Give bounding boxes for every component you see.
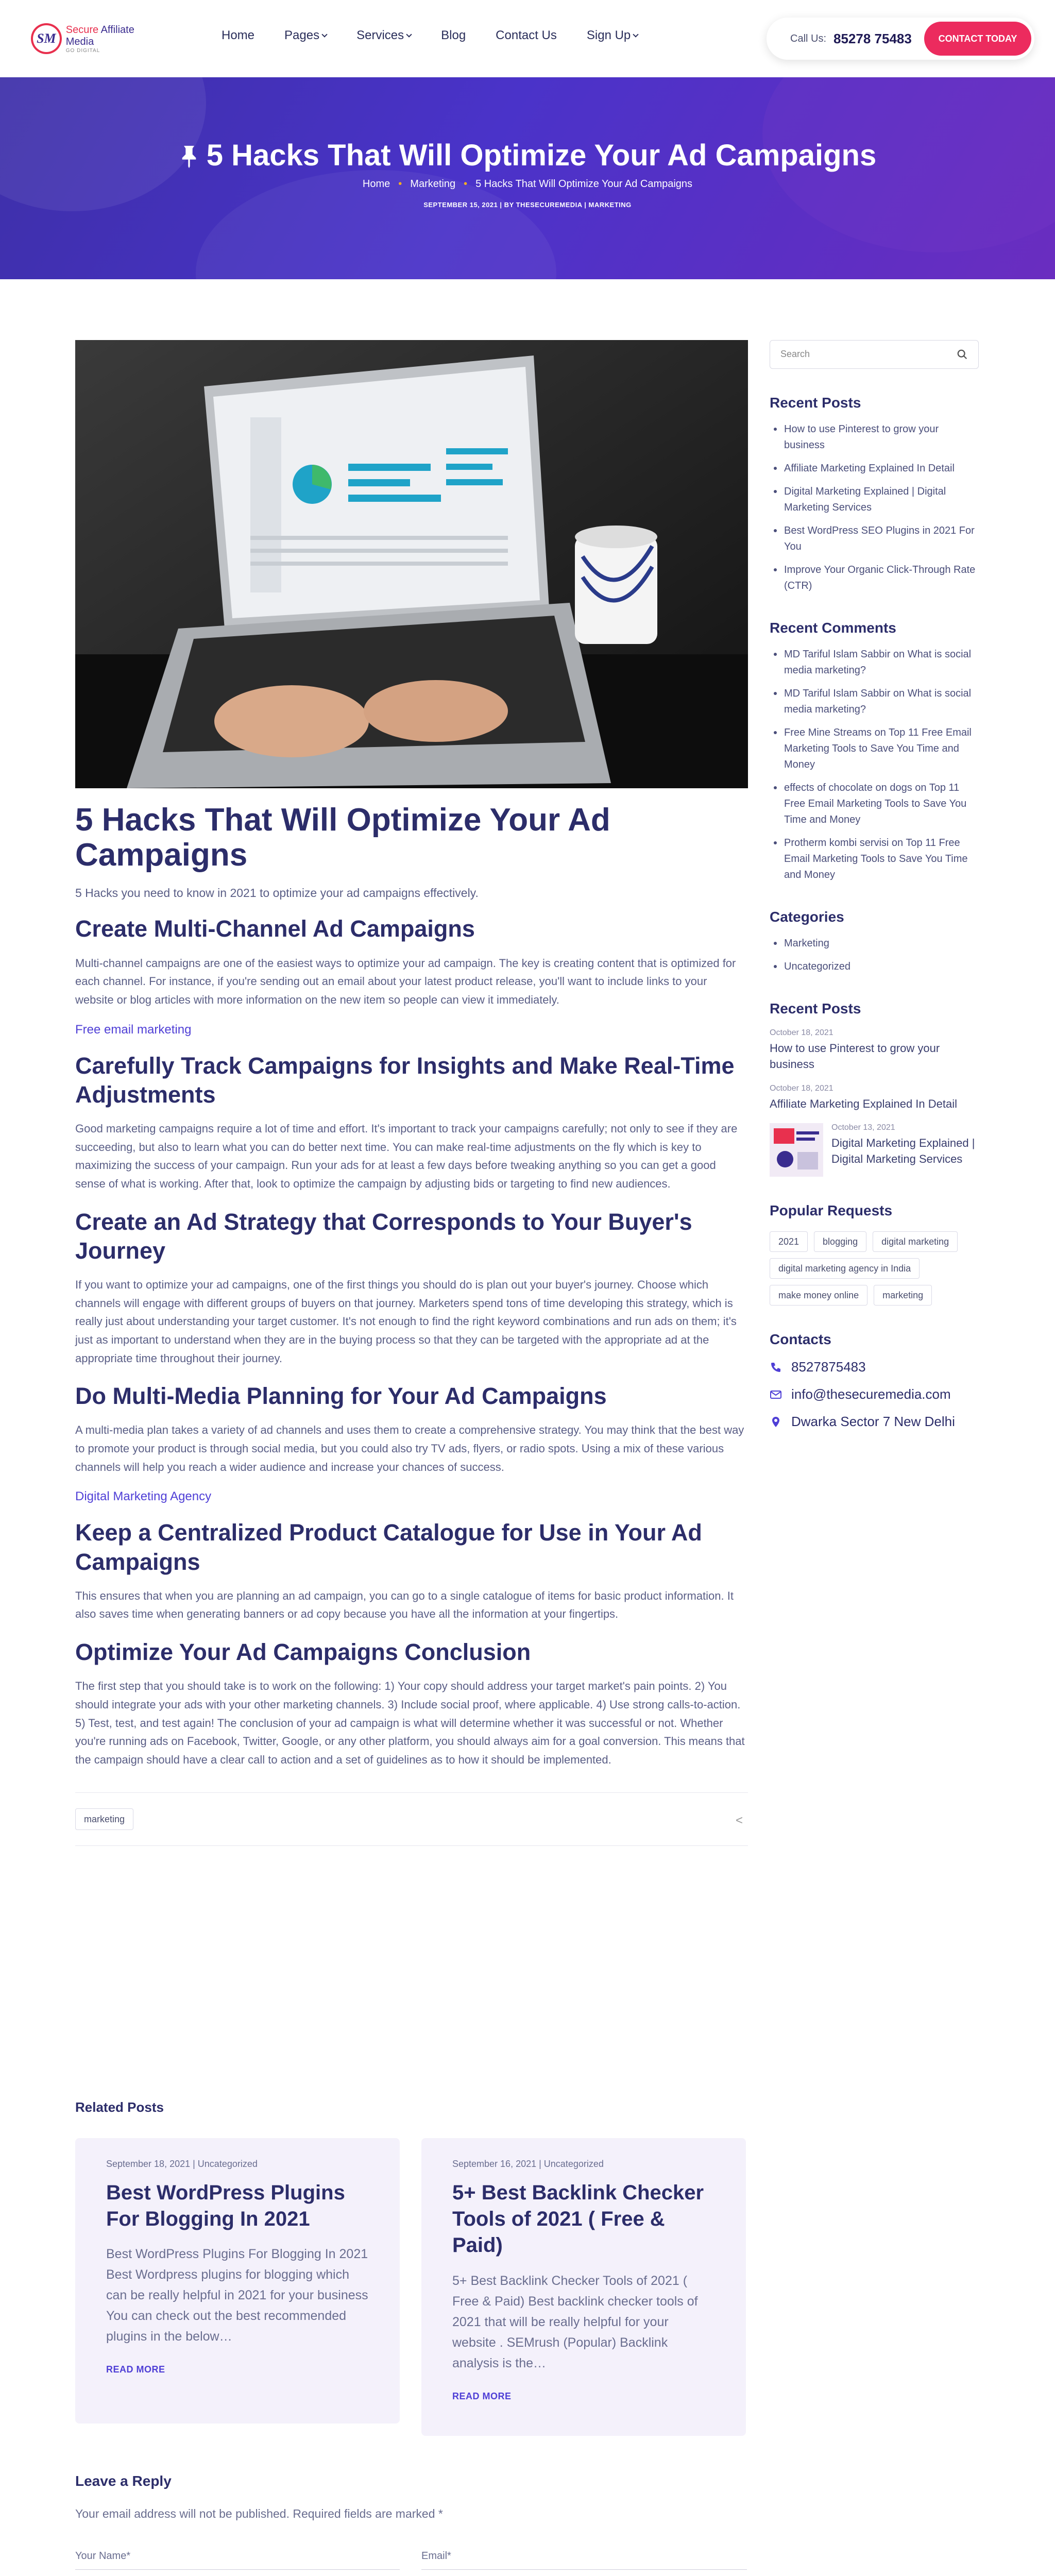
breadcrumb-home[interactable]: Home [362,178,390,190]
widget-title: Popular Requests [770,1202,893,1219]
breadcrumb-marketing[interactable]: Marketing [410,178,456,190]
mail-icon [770,1388,782,1401]
section-heading: Do Multi-Media Planning for Your Ad Campaigns [75,1383,607,1410]
reply-title: Leave a Reply [75,2473,172,2489]
comment-link[interactable]: effects of chocolate on dogs on Top 11 Free Email Marketing Tools to Save You Time and Money [770,780,979,828]
tag-pill[interactable]: marketing [874,1285,932,1306]
article-lead: 5 Hacks you need to know in 2021 to optimize your ad campaigns effectively. [75,886,479,900]
search-icon[interactable] [957,349,968,360]
section-body: If you want to optimize your ad campaigns, one of the first things you should do is plan out your buyer's journey. Choose which channels will engage with different groups of buyers on that journey. Marketers spend tons of time developing this strategy, which is really just about understanding your target customer. It's not enough to find the right keyword combinations and run ads on them; it's just as important to understand when they are in the buying process so that they can be targeted with the appropriate ad at the appropriate time throughout their journey. [75,1278,737,1365]
comment-link[interactable]: MD Tariful Islam Sabbir on What is social media marketing? [770,647,979,679]
logo-brand2: Affiliate Media [65,24,134,47]
nav-signup[interactable]: Sign Up [587,28,638,43]
section-heading: Create Multi-Channel Ad Campaigns [75,916,475,942]
tag-pill[interactable]: digital marketing agency in India [770,1258,920,1279]
tag-pill[interactable]: blogging [814,1231,866,1252]
nav-pages[interactable]: Pages [284,28,327,43]
recent-post-item[interactable]: October 13, 2021 Digital Marketing Explained | Digital Marketing Services [770,1123,979,1177]
tag-pill[interactable]: make money online [770,1285,867,1306]
section-body: The first step that you should take is to work on the following: 1) Your copy should address your target market's pain points. 2) You should integrate your ads with your other marketing channels. 3) Include social proof, where applicable. 4) Use strong calls-to-action. 5) Test, test, and test again! The conclusion of your ad campaign is what will determine whether it was successful or not. Whether you're running ads on Facebook, Twitter, Google, or any other platform, you should always aim for a goal conversion. This means that the campaign should have a clear call to action and a set of guidelines as to how it should be implemented. [75,1680,745,1766]
call-label: Call Us: [790,32,827,44]
section-heading: Create an Ad Strategy that Corresponds to Your Buyer's Journey [75,1208,692,1264]
sidebar [770,340,979,1430]
recent-post-link[interactable]: Affiliate Marketing Explained In Detail [770,461,979,477]
read-more-link[interactable]: READ MORE [452,2391,512,2401]
breadcrumb: Home • Marketing • 5 Hacks That Will Optimize Your Ad Campaigns [362,178,693,190]
contact-today-button[interactable]: CONTACT TODAY [924,22,1031,56]
logo-mark: SM [31,23,62,54]
section-body: This ensures that when you are planning an ad campaign, you can go to a single catalogue of items for basic product information. It also saves time when generating banners or ad copy because you have all the information at your fingertips. [75,1589,734,1621]
contact-phone[interactable]: 8527875483 [770,1359,979,1375]
section-body: Good marketing campaigns require a lot of time and effort. It's important to track your campaigns carefully; not only to see if they are succeeding, but also to learn what you can do better next time. You can make real-time adjustments on the fly which is key to maximizing the success of your campaign. Run your ads for at least a few days before tweaking anything so you can get a good sense of what is working. After that, look to optimize the campaign by adjusting bids or targeting to find new audiences. [75,1122,738,1190]
comment-link[interactable]: Free Mine Streams on Top 11 Free Email Marketing Tools to Save You Time and Money [770,725,979,773]
free-email-marketing-link[interactable]: Free email marketing [75,1022,192,1037]
digital-marketing-agency-link[interactable]: Digital Marketing Agency [75,1489,212,1504]
related-post-card[interactable]: September 16, 2021 | Uncategorized 5+ Best Backlink Checker Tools of 2021 ( Free & Paid) 5+ Best Backlink Checker Tools of 2021 ( Free & Paid) Best backlink checker tools of 2021 that will be really helpful for your website . SEMrush (Popular) Backlink analysis is the… READ MORE [421,2138,746,2436]
tag-cloud [770,1231,979,1306]
recent-post-item[interactable]: October 18, 2021 How to use Pinterest to grow your business [770,1028,940,1071]
email-field[interactable]: Email* [421,2550,747,2570]
categories-list [770,936,979,975]
article [75,340,748,1846]
recent-post-item[interactable]: October 18, 2021 Affiliate Marketing Explained In Detail [770,1083,958,1110]
section-heading: Optimize Your Ad Campaigns Conclusion [75,1639,531,1665]
widget-title: Recent Posts [770,1001,861,1016]
related-posts-title: Related Posts [75,2099,164,2115]
page-title: 5 Hacks That Will Optimize Your Ad Campaigns [0,138,1055,173]
phone-icon [770,1361,782,1374]
widget-title: Categories [770,909,844,925]
tag-marketing[interactable]: marketing [75,1808,133,1830]
category-link[interactable]: Uncategorized [770,959,979,975]
recent-comments-list [770,647,979,883]
recent-post-link[interactable]: How to use Pinterest to grow your business [770,421,979,453]
tag-pill[interactable]: digital marketing [873,1231,958,1252]
laptop-photo [75,340,748,788]
tag-pill[interactable]: 2021 [770,1231,808,1252]
section-heading: Carefully Track Campaigns for Insights and Make Real-Time Adjustments [75,1052,735,1108]
related-post-card[interactable]: September 18, 2021 | Uncategorized Best WordPress Plugins For Blogging In 2021 Best WordPress Plugins For Blogging In 2021 Best Wordpress plugins for blogging which can be really helpful in 2021 for your business You can check out the best recommended plugins in the below… READ MORE [75,2138,400,2424]
widget-title: Recent Posts [770,395,861,411]
comment-link[interactable]: MD Tariful Islam Sabbir on What is social media marketing? [770,686,979,718]
section-body: Multi-channel campaigns are one of the easiest ways to optimize your ad campaign. The key is creating content that is optimized for each channel. For instance, if you're sending out an email about your latest product release, you'll want to include links to your website or blog articles with more information on the new item so people can view it immediately. [75,956,736,1006]
logo-brand: Secure [65,24,99,36]
widget-title: Contacts [770,1331,831,1348]
section-body: A multi-media plan takes a variety of ad channels and uses them to create a comprehensive strategy. You may think that the best way to promote your product is through social media, but you could also try TV ads, flyers, or radio spots. Using a mix of these various channels will help you reach a wider audience and increase your chances of success. [75,1423,744,1473]
nav-home[interactable]: Home [222,28,255,42]
chevron-down-icon [633,31,639,37]
location-icon [770,1416,782,1428]
post-meta: SEPTEMBER 15, 2021 | BY THESECUREMEDIA | MARKETING [423,201,632,209]
call-phone[interactable]: 85278 75483 [833,30,912,46]
read-more-link[interactable]: READ MORE [106,2364,165,2375]
contact-email[interactable]: info@thesecuremedia.com [770,1386,979,1402]
site-logo[interactable] [31,22,165,56]
recent-post-link[interactable]: Digital Marketing Explained | Digital Marketing Services [770,484,979,516]
breadcrumb-current: 5 Hacks That Will Optimize Your Ad Campaigns [475,178,693,190]
page-hero [0,77,1055,279]
category-link[interactable]: Marketing [770,936,979,952]
logo-tagline: GO DIGITAL [65,47,100,54]
article-title: 5 Hacks That Will Optimize Your Ad Campaigns [75,802,610,873]
chevron-down-icon [406,31,412,37]
widget-title: Recent Comments [770,620,896,636]
site-header [0,0,1055,77]
recent-post-link[interactable]: Improve Your Organic Click-Through Rate (CTR) [770,562,979,594]
main-nav [222,28,638,43]
pin-icon [179,144,199,168]
recent-post-link[interactable]: Best WordPress SEO Plugins in 2021 For You [770,523,979,555]
call-box [767,18,1034,60]
nav-services[interactable]: Services [356,28,411,43]
share-icon[interactable]: < [735,1814,743,1828]
comment-link[interactable]: Protherm kombi servisi on Top 11 Free Email Marketing Tools to Save You Time and Money [770,835,979,883]
post-tags-row [75,1792,748,1846]
nav-contact[interactable]: Contact Us [496,28,557,42]
section-heading: Keep a Centralized Product Catalogue for Use in Your Ad Campaigns [75,1519,702,1575]
contact-address: Dwarka Sector 7 New Delhi [770,1414,979,1430]
post-thumbnail [770,1123,823,1177]
nav-blog[interactable]: Blog [441,28,466,42]
featured-image [75,340,748,788]
search-input[interactable]: Search [770,340,979,369]
reply-note: Your email address will not be published. Required fields are marked * [75,2507,443,2520]
recent-posts-list [770,421,979,594]
chevron-down-icon [321,31,327,37]
name-field[interactable]: Your Name* [75,2550,400,2570]
